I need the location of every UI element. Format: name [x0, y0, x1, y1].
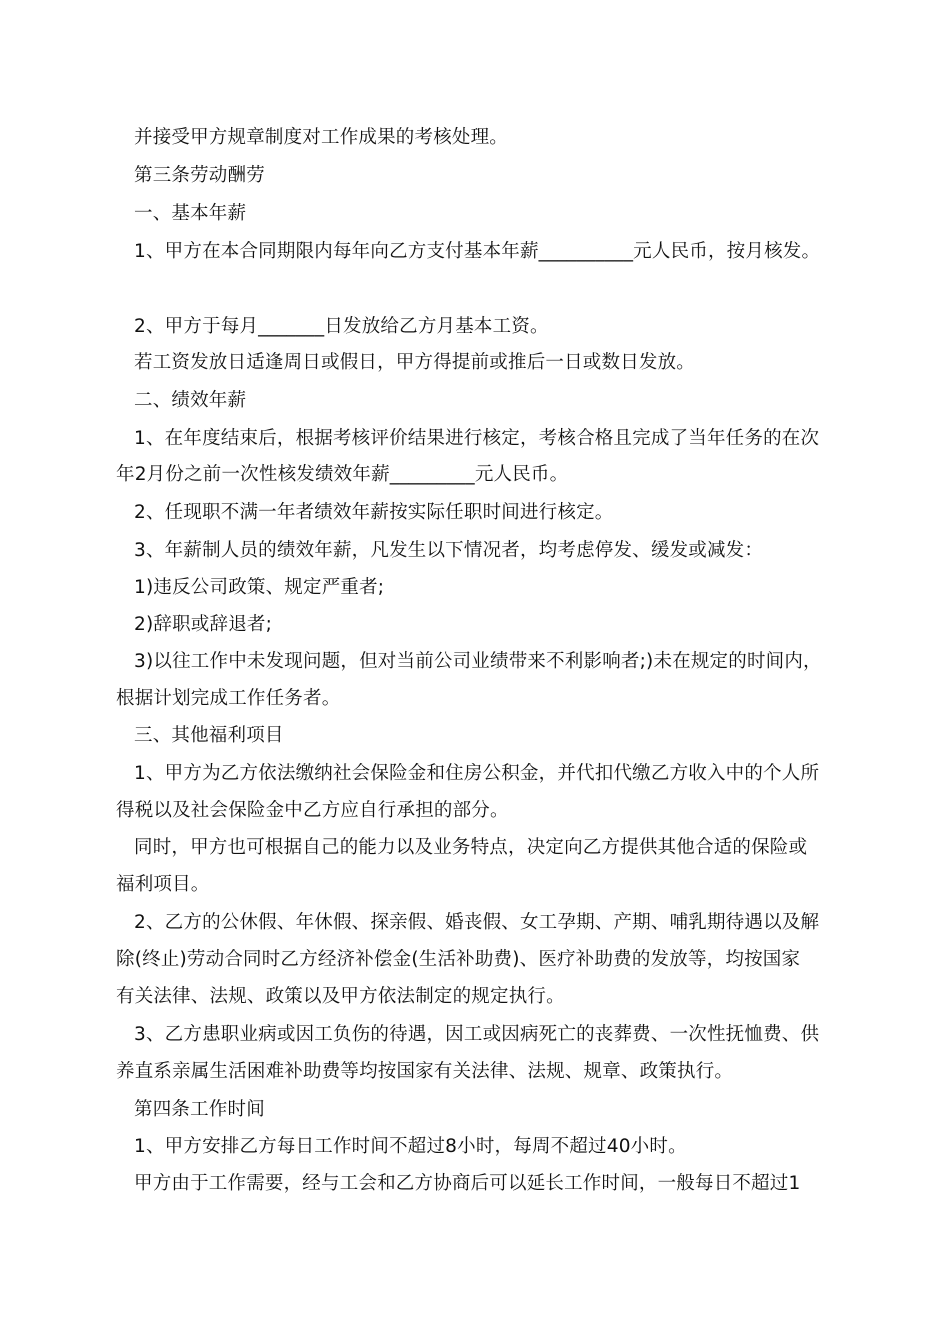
paragraph-line: 有关法律、法规、政策以及甲方依法制定的规定执行。	[116, 986, 565, 1007]
paragraph-line: 根据计划完成工作任务者。	[116, 688, 341, 709]
paragraph-line: 3、年薪制人员的绩效年薪，凡发生以下情况者，均考虑停发、缓发或减发：	[134, 540, 764, 561]
section-heading: 一、基本年薪	[134, 203, 247, 224]
section-heading: 三、其他福利项目	[134, 725, 284, 746]
paragraph-line: 2、甲方于每月_______日发放给乙方月基本工资。	[134, 316, 549, 337]
paragraph-line: 甲方由于工作需要，经与工会和乙方协商后可以延长工作时间，一般每日不超过1	[134, 1173, 801, 1194]
paragraph-line: 养直系亲属生活困难补助费等均按国家有关法律、法规、规章、政策执行。	[116, 1061, 734, 1082]
paragraph-line: 2、乙方的公休假、年休假、探亲假、婚丧假、女工孕期、产期、哺乳期待遇以及解	[134, 912, 820, 933]
paragraph-line: 若工资发放日适逢周日或假日，甲方得提前或推后一日或数日发放。	[134, 352, 696, 373]
paragraph-line: 并接受甲方规章制度对工作成果的考核处理。	[134, 127, 509, 148]
paragraph-line: 1、甲方为乙方依法缴纳社会保险金和住房公积金，并代扣代缴乙方收入中的个人所	[134, 763, 820, 784]
paragraph-line: 同时，甲方也可根据自己的能力以及业务特点，决定向乙方提供其他合适的保险或	[134, 837, 808, 858]
article-heading: 第四条工作时间	[134, 1099, 265, 1120]
section-heading: 二、绩效年薪	[134, 390, 247, 411]
paragraph-line: 除(终止)劳动合同时乙方经济补偿金(生活补助费)、医疗补助费的发放等，均按国家	[116, 949, 801, 970]
article-heading: 第三条劳动酬劳	[134, 165, 265, 186]
paragraph-line: 福利项目。	[116, 874, 210, 895]
paragraph-line: 得税以及社会保险金中乙方应自行承担的部分。	[116, 800, 509, 821]
list-item: 3)以往工作中未发现问题，但对当前公司业绩带来不利影响者;)未在规定的时间内，	[134, 651, 822, 672]
paragraph-line: 1、在年度结束后，根据考核评价结果进行核定，考核合格且完成了当年任务的在次	[134, 428, 820, 449]
paragraph-line: 2、任现职不满一年者绩效年薪按实际任职时间进行核定。	[134, 502, 614, 523]
list-item: 2)辞职或辞退者;	[134, 614, 273, 635]
paragraph-line: 3、乙方患职业病或因工负伤的待遇，因工或因病死亡的丧葬费、一次性抚恤费、供	[134, 1024, 820, 1045]
paragraph-line: 1、甲方在本合同期限内每年向乙方支付基本年薪__________元人民币，按月核发。	[134, 241, 821, 262]
paragraph-line: 年2月份之前一次性核发绩效年薪_________元人民币。	[116, 464, 569, 485]
list-item: 1)违反公司政策、规定严重者;	[134, 577, 385, 598]
paragraph-line: 1、甲方安排乙方每日工作时间不超过8小时，每周不超过40小时。	[134, 1136, 687, 1157]
